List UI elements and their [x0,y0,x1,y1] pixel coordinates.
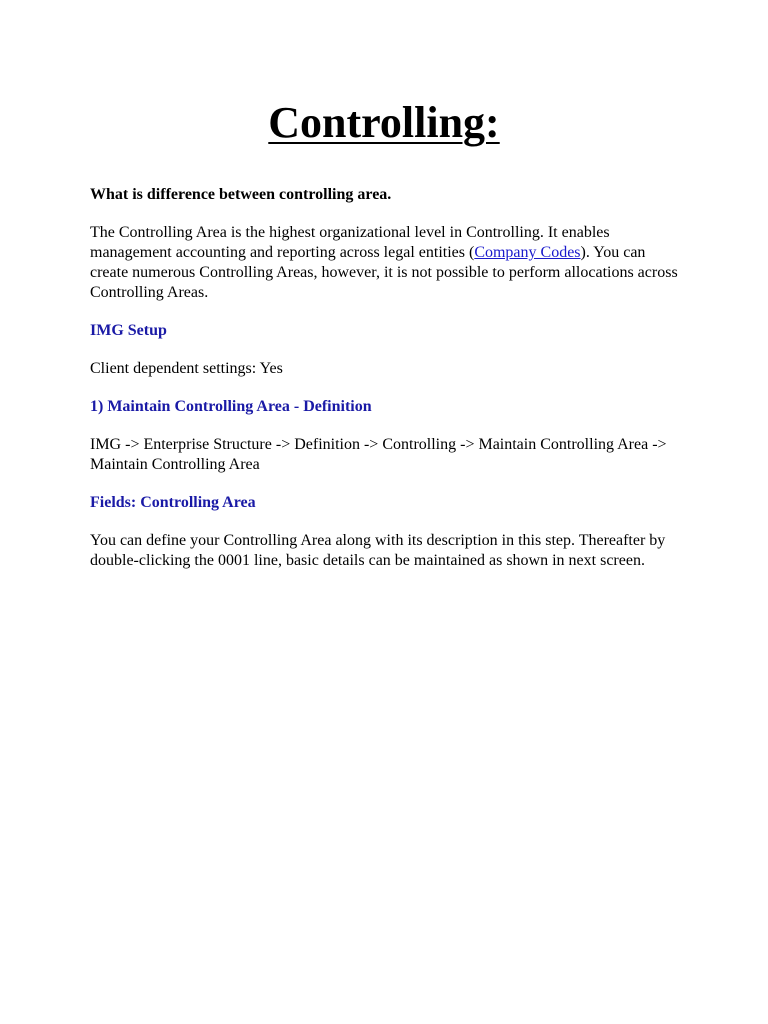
company-codes-link[interactable]: Company Codes [474,244,581,261]
intro-text-before-link: The Controlling Area is the highest organizational level in Controlling. It enables management accounting and reporting across legal entities ( [90,224,610,261]
intro-text-after-link: ). You can create numerous Controlling Areas, however, it is not possible to perform allocations across Controlling Areas. [90,244,678,301]
img-setup-heading: IMG Setup [90,322,167,339]
document-body [90,185,682,589]
fields-heading: Fields: Controlling Area [90,494,256,511]
client-dependent-text: Client dependent settings: Yes [90,360,283,377]
step1-heading: 1) Maintain Controlling Area - Definition [90,398,372,415]
question-heading: What is difference between controlling area. [90,186,392,203]
intro-paragraph [90,223,682,303]
page-title: Controlling: [268,98,500,147]
step1-path-text: IMG -> Enterprise Structure -> Definition -> Controlling -> Maintain Controlling Area -> Maintain Controlling Area [90,436,667,473]
fields-paragraph: You can define your Controlling Area along with its description in this step. Thereafter by double-clicking the 0001 line, basic details can be maintained as shown in next screen. [90,532,666,569]
